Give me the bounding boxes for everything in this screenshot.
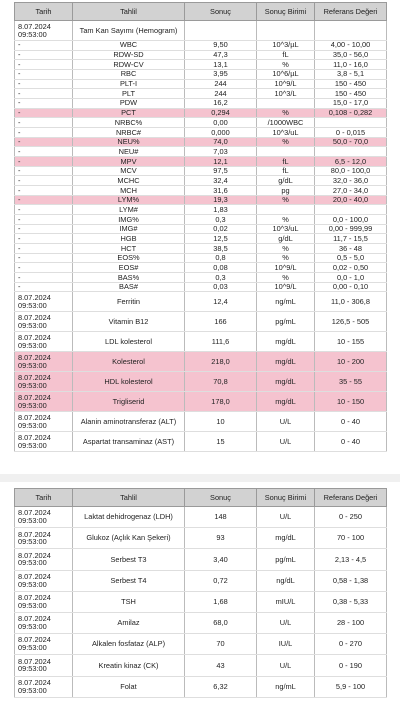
cell-date: - [15,147,73,157]
cell-unit: % [257,253,315,263]
cell-reference: 10 - 150 [315,392,387,412]
cell-result: 12,4 [185,292,257,312]
cell-reference: 0,02 - 0,50 [315,263,387,273]
table-row [15,205,387,215]
table-row [15,507,387,528]
cell-reference: 35 - 55 [315,372,387,392]
lab-results-table-2 [14,488,387,698]
cell-result: 0,72 [185,570,257,591]
cell-result: 218,0 [185,352,257,372]
cell-unit: 10^9/L [257,282,315,292]
cell-date: - [15,176,73,186]
table-row [15,99,387,109]
cell-test: IMG% [73,215,185,225]
cell-date: - [15,118,73,128]
cell-unit: 10^3/uL [257,224,315,234]
header-test: Tahlil [73,3,185,21]
cell-result: 1,83 [185,205,257,215]
cell-unit: pg/mL [257,549,315,570]
cell-result: 10 [185,412,257,432]
cell-reference: 32,0 - 36,0 [315,176,387,186]
cell-date: - [15,41,73,51]
cell-result: 97,5 [185,166,257,176]
cell-reference [315,147,387,157]
table-row [15,176,387,186]
cell-test: Kolesterol [73,352,185,372]
cell-test: BAS% [73,273,185,283]
cell-date: - [15,50,73,60]
cell-date: - [15,234,73,244]
cell-test: MCV [73,166,185,176]
cell-test: Serbest T4 [73,570,185,591]
cell-test: MCHC [73,176,185,186]
cell-test: MPV [73,157,185,167]
cell-result: 70 [185,634,257,655]
cell-test: Alkalen fosfataz (ALP) [73,634,185,655]
cell-date: - [15,282,73,292]
cell-test: RDW-CV [73,60,185,70]
cell-unit: 10^9/L [257,79,315,89]
cell-reference: 150 - 450 [315,79,387,89]
header-date: Tarih [15,489,73,507]
cell-result: 47,3 [185,50,257,60]
cell-unit: pg [257,186,315,196]
cell-result: 0,3 [185,215,257,225]
cell-date: 8.07.2024 09:53:00 [15,591,73,612]
cell-test: PLT-I [73,79,185,89]
cell-result: 43 [185,655,257,676]
cell-result: 70,8 [185,372,257,392]
table-row [15,166,387,176]
header-reference: Referans Değeri [315,3,387,21]
cell-unit [257,147,315,157]
cell-reference: 36 - 48 [315,244,387,254]
cell-reference: 0,0 - 100,0 [315,215,387,225]
cell-date: 8.07.2024 09:53:00 [15,612,73,633]
section-divider [0,474,400,482]
cell-test: EOS% [73,253,185,263]
table-row [15,332,387,352]
cell-result: 12,5 [185,234,257,244]
cell-reference [315,21,387,41]
cell-date: - [15,89,73,99]
cell-reference: 20,0 - 40,0 [315,195,387,205]
cell-unit: fL [257,166,315,176]
cell-reference: 4,00 - 10,00 [315,41,387,51]
cell-reference: 10 - 200 [315,352,387,372]
cell-date: - [15,273,73,283]
cell-result: 0,00 [185,118,257,128]
cell-result: 166 [185,312,257,332]
cell-unit: mIU/L [257,591,315,612]
table-row [15,79,387,89]
cell-test: HCT [73,244,185,254]
cell-result: 0,000 [185,128,257,138]
table-row [15,655,387,676]
cell-reference [315,118,387,128]
cell-date: - [15,128,73,138]
cell-date: - [15,263,73,273]
cell-date: 8.07.2024 09:53:00 [15,549,73,570]
cell-date: 8.07.2024 09:53:00 [15,312,73,332]
cell-unit: fL [257,50,315,60]
cell-date: - [15,60,73,70]
cell-reference: 0,108 - 0,282 [315,108,387,118]
table-row-flagged [15,195,387,205]
table-row [15,41,387,51]
cell-test: LYM% [73,195,185,205]
cell-test: PDW [73,99,185,109]
cell-result: 19,3 [185,195,257,205]
table-header-row [15,489,387,507]
table-header-row [15,3,387,21]
cell-reference: 6,5 - 12,0 [315,157,387,167]
cell-test: Kreatin kinaz (CK) [73,655,185,676]
cell-date: 8.07.2024 09:53:00 [15,332,73,352]
cell-result: 0,294 [185,108,257,118]
cell-unit: IU/L [257,634,315,655]
table-row [15,244,387,254]
cell-date: - [15,157,73,167]
cell-unit: % [257,244,315,254]
cell-unit: U/L [257,612,315,633]
header-unit: Sonuç Birimi [257,3,315,21]
cell-result: 16,2 [185,99,257,109]
cell-test: NEU# [73,147,185,157]
cell-date: 8.07.2024 09:53:00 [15,676,73,697]
cell-reference: 5,9 - 100 [315,676,387,697]
table-row [15,591,387,612]
cell-test: Aspartat transaminaz (AST) [73,432,185,452]
cell-test: PLT [73,89,185,99]
table-row [15,186,387,196]
header-test: Tahlil [73,489,185,507]
cell-unit: U/L [257,412,315,432]
cell-unit: mg/dL [257,332,315,352]
cell-result: 13,1 [185,60,257,70]
cell-unit [257,99,315,109]
cell-date: - [15,166,73,176]
header-unit: Sonuç Birimi [257,489,315,507]
cell-reference: 80,0 - 100,0 [315,166,387,176]
table-row [15,147,387,157]
cell-reference [315,205,387,215]
cell-result: 38,5 [185,244,257,254]
cell-test: TSH [73,591,185,612]
cell-reference: 0 - 40 [315,412,387,432]
cell-reference: 35,0 - 56,0 [315,50,387,60]
cell-result: 68,0 [185,612,257,633]
cell-date: - [15,186,73,196]
table-row [15,612,387,633]
cell-unit: U/L [257,507,315,528]
cell-test: NRBC% [73,118,185,128]
cell-test: IMG# [73,224,185,234]
cell-unit: /1000WBC [257,118,315,128]
cell-reference: 11,0 - 306,8 [315,292,387,312]
cell-reference: 0,00 - 999,99 [315,224,387,234]
table-row [15,21,387,41]
table-row [15,60,387,70]
cell-result: 148 [185,507,257,528]
cell-result: 74,0 [185,137,257,147]
table-row [15,282,387,292]
table-row [15,273,387,283]
cell-result: 31,6 [185,186,257,196]
cell-test: NRBC# [73,128,185,138]
cell-result: 6,32 [185,676,257,697]
cell-reference: 0,0 - 1,0 [315,273,387,283]
cell-unit: % [257,137,315,147]
table-row [15,50,387,60]
cell-result: 12,1 [185,157,257,167]
cell-reference: 0 - 0,015 [315,128,387,138]
cell-unit: % [257,60,315,70]
cell-reference: 150 - 450 [315,89,387,99]
cell-reference: 0 - 270 [315,634,387,655]
cell-reference: 0,00 - 0,10 [315,282,387,292]
cell-reference: 10 - 155 [315,332,387,352]
cell-date: 8.07.2024 09:53:00 [15,352,73,372]
cell-result [185,21,257,41]
header-date: Tarih [15,3,73,21]
cell-date: 8.07.2024 09:53:00 [15,507,73,528]
cell-date: - [15,137,73,147]
cell-unit: mg/dL [257,352,315,372]
cell-date: - [15,205,73,215]
cell-reference: 0 - 40 [315,432,387,452]
cell-result: 0,8 [185,253,257,263]
table-row [15,432,387,452]
table-row-flagged [15,137,387,147]
cell-date: 8.07.2024 09:53:00 [15,570,73,591]
cell-reference: 0,58 - 1,38 [315,570,387,591]
table-row [15,128,387,138]
lab-results-table-1 [14,2,387,452]
cell-result: 0,3 [185,273,257,283]
cell-unit: fL [257,157,315,167]
cell-test: Alanin aminotransferaz (ALT) [73,412,185,432]
table-row-flagged [15,372,387,392]
cell-unit: % [257,195,315,205]
table-row [15,70,387,80]
cell-date: - [15,253,73,263]
table-row [15,253,387,263]
header-result: Sonuç [185,489,257,507]
table-row [15,676,387,697]
table-row [15,634,387,655]
cell-date: 8.07.2024 09:53:00 [15,528,73,549]
cell-unit: % [257,108,315,118]
cell-unit: ng/mL [257,676,315,697]
cell-result: 7,03 [185,147,257,157]
cell-reference: 2,13 - 4,5 [315,549,387,570]
cell-reference: 0 - 250 [315,507,387,528]
table-row-flagged [15,392,387,412]
cell-date: - [15,99,73,109]
table-row [15,412,387,432]
cell-reference: 28 - 100 [315,612,387,633]
cell-date: 8.07.2024 09:53:00 [15,292,73,312]
cell-unit: 10^6/µL [257,70,315,80]
cell-date: - [15,108,73,118]
table-row [15,528,387,549]
cell-date: - [15,70,73,80]
cell-date: - [15,215,73,225]
table-row [15,312,387,332]
cell-result: 9,50 [185,41,257,51]
cell-reference: 0,5 - 5,0 [315,253,387,263]
cell-date: 8.07.2024 09:53:00 [15,634,73,655]
cell-unit [257,205,315,215]
cell-test: Ferritin [73,292,185,312]
header-reference: Referans Değeri [315,489,387,507]
cell-test: LDL kolesterol [73,332,185,352]
cell-test: MCH [73,186,185,196]
cell-test: NEU% [73,137,185,147]
cell-date: - [15,224,73,234]
cell-test: Trigliserid [73,392,185,412]
cell-result: 32,4 [185,176,257,186]
cell-unit: % [257,273,315,283]
cell-test: HGB [73,234,185,244]
cell-test: PCT [73,108,185,118]
cell-reference: 3,8 - 5,1 [315,70,387,80]
cell-reference: 0,38 - 5,33 [315,591,387,612]
cell-unit [257,21,315,41]
cell-result: 244 [185,79,257,89]
cell-unit: 10^9/L [257,263,315,273]
table-row-flagged [15,108,387,118]
cell-test: Folat [73,676,185,697]
table-row [15,89,387,99]
table-row [15,292,387,312]
cell-test: RDW-SD [73,50,185,60]
table-row [15,118,387,128]
table-row [15,215,387,225]
cell-date: 8.07.2024 09:53:00 [15,432,73,452]
cell-unit: g/dL [257,234,315,244]
table-row [15,224,387,234]
cell-unit: mg/dL [257,528,315,549]
cell-unit: g/dL [257,176,315,186]
cell-test: BAS# [73,282,185,292]
cell-unit: ng/mL [257,292,315,312]
cell-unit: 10^3/L [257,89,315,99]
cell-test: RBC [73,70,185,80]
cell-date: 8.07.2024 09:53:00 [15,372,73,392]
header-result: Sonuç [185,3,257,21]
cell-unit: 10^3/uL [257,128,315,138]
cell-unit: mg/dL [257,392,315,412]
cell-unit: % [257,215,315,225]
cell-date: 8.07.2024 09:53:00 [15,655,73,676]
table-row-flagged [15,157,387,167]
table-row-flagged [15,352,387,372]
cell-test: Amilaz [73,612,185,633]
cell-unit: U/L [257,432,315,452]
cell-result: 3,40 [185,549,257,570]
cell-test: WBC [73,41,185,51]
cell-date: 8.07.2024 09:53:00 [15,392,73,412]
cell-reference: 11,7 - 15,5 [315,234,387,244]
cell-result: 178,0 [185,392,257,412]
cell-date: - [15,244,73,254]
cell-unit: mg/dL [257,372,315,392]
table-row [15,263,387,273]
cell-date: - [15,79,73,89]
cell-unit: 10^3/µL [257,41,315,51]
cell-test: HDL kolesterol [73,372,185,392]
cell-date: 8.07.2024 09:53:00 [15,21,73,41]
cell-test: EOS# [73,263,185,273]
cell-test: Serbest T3 [73,549,185,570]
cell-result: 1,68 [185,591,257,612]
cell-reference: 11,0 - 16,0 [315,60,387,70]
cell-date: 8.07.2024 09:53:00 [15,412,73,432]
cell-reference: 50,0 - 70,0 [315,137,387,147]
cell-reference: 0 - 190 [315,655,387,676]
cell-reference: 126,5 - 505 [315,312,387,332]
table-row [15,234,387,244]
cell-test: Vitamin B12 [73,312,185,332]
cell-unit: pg/mL [257,312,315,332]
cell-result: 15 [185,432,257,452]
cell-test: Glukoz (Açlık Kan Şekeri) [73,528,185,549]
table-row [15,549,387,570]
cell-unit: U/L [257,655,315,676]
cell-test: Laktat dehidrogenaz (LDH) [73,507,185,528]
cell-unit: ng/dL [257,570,315,591]
cell-date: - [15,195,73,205]
cell-test: Tam Kan Sayımı (Hemogram) [73,21,185,41]
cell-result: 0,03 [185,282,257,292]
cell-reference: 15,0 - 17,0 [315,99,387,109]
cell-test: LYM# [73,205,185,215]
cell-result: 93 [185,528,257,549]
cell-result: 3,95 [185,70,257,80]
table-row [15,570,387,591]
cell-result: 244 [185,89,257,99]
cell-reference: 27,0 - 34,0 [315,186,387,196]
cell-result: 111,6 [185,332,257,352]
cell-result: 0,08 [185,263,257,273]
cell-result: 0,02 [185,224,257,234]
cell-reference: 70 - 100 [315,528,387,549]
